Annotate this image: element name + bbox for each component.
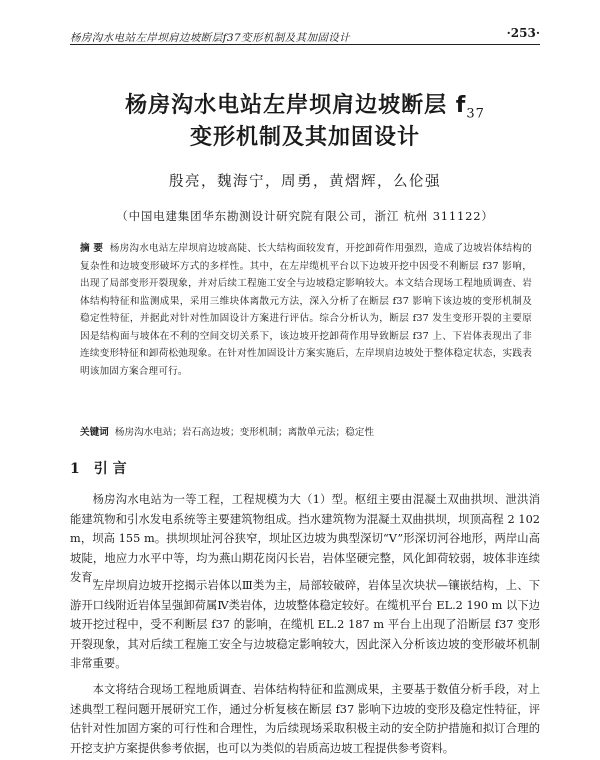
- body-paragraph: 杨房沟水电站为一等工程，工程规模为大（1）型。枢纽主要由混凝土双曲拱坝、泄洪消能建筑物和引水发电系统等主要建筑物组成。挡水建筑物为混凝土双曲拱坝，坝顶高程 2 102 m，坝高 155 m。拱坝坝址河谷狭窄，坝址区边坡为典型深切“V”形深切河谷地形，两岸山高坡陡，地应力水平中等，均为燕山期花岗闪长岩，岩体坚硬完整，风化卸荷较弱，坡体非连续发育。: [70, 493, 540, 585]
- running-header-title: 杨房沟水电站左岸坝肩边坡断层f37变形机制及其加固设计: [70, 32, 351, 44]
- abstract-label: 摘 要: [80, 243, 104, 254]
- page-number: ·253·: [506, 26, 540, 40]
- abstract: [80, 240, 532, 380]
- keywords-text: 杨房沟水电站；岩石高边坡；变形机制；离散单元法；稳定性: [114, 427, 374, 438]
- affiliation: （中国电建集团华东勘测设计研究院有限公司，浙江 杭州 311122）: [116, 209, 494, 223]
- body-paragraph: 本文将结合现场工程地质调查、岩体结构特征和监测成果，主要基于数值分析手段，对上述典型工程问题开展研究工作，通过分析复核在断层 f37 影响下边坡的变形及稳定性特征，评估针对性加固方案的可行性和合理性，为后续现场采取积极主动的安全防护措施和拟订合理的开挖支护方案提供参考依据，也可以为类似的岩质高边坡工程提供参考资料。: [70, 683, 540, 755]
- authors: 殷亮，魏海宁，周勇，黄熠辉，么伦强: [169, 174, 441, 190]
- abstract-text: 杨房沟水电站左岸坝肩边坡高陡、长大结构面较发育，开挖卸荷作用强烈，造成了边坡岩体结构的复杂性和边坡变形破坏方式的多样性。其中，在左岸缆机平台以下边坡开挖中因受不利断层 f37 影响，出现了局部变形开裂现象，并对后续工程施工安全与边坡稳定影响较大。本文结合现场工程地质调查、岩体结构特征和监测成果，采用三维块体离散元方法，深入分析了在断层 f37 影响下该边坡的变形机制及稳定性特征，并据此对针对性加固设计方案进行评估。综合分析认为，断层 f37 发生变形开裂的主要原因是结构面与坡体在不利的空间交切关系下，该边坡开挖卸荷作用导致断层 f37 上、下岩体表现出了非连续变形特征和卸荷松弛现象。在针对性加固设计方案实施后，左岸坝肩边坡处于整体稳定状态，实践表明该加固方案合理可行。: [80, 243, 533, 377]
- section-heading: [70, 458, 540, 478]
- header-rule: [70, 44, 540, 45]
- title-subscript: 37: [466, 106, 485, 122]
- running-header: [70, 26, 540, 44]
- keywords: [80, 425, 532, 441]
- keywords-label: 关键词: [80, 427, 109, 438]
- section-title: 引 言: [93, 461, 127, 477]
- paper-title-line-2: 变形机制及其加固设计: [189, 125, 420, 150]
- body-paragraph: 左岸坝肩边坡开挖揭示岩体以Ⅲ类为主，局部较破碎，岩体呈次块状—镶嵌结构，上、下游开口线附近岩体呈强卸荷属Ⅳ类岩体，边坡整体稳定较好。在缆机平台 EL.2 190 m 以下边坡开挖过程中，受不利断层 f37 的影响，在缆机 EL.2 187 m 平台上出现了沿断层 f37 变形开裂现象，其对后续工程施工安全与边坡稳定影响较大，因此深入分析该边坡的变形破坏机制非常重要。: [70, 579, 540, 671]
- paper-title-line-1: [70, 88, 540, 121]
- section-number: 1: [70, 461, 80, 477]
- title-main-text: 杨房沟水电站左岸坝肩边坡断层 f: [125, 93, 467, 118]
